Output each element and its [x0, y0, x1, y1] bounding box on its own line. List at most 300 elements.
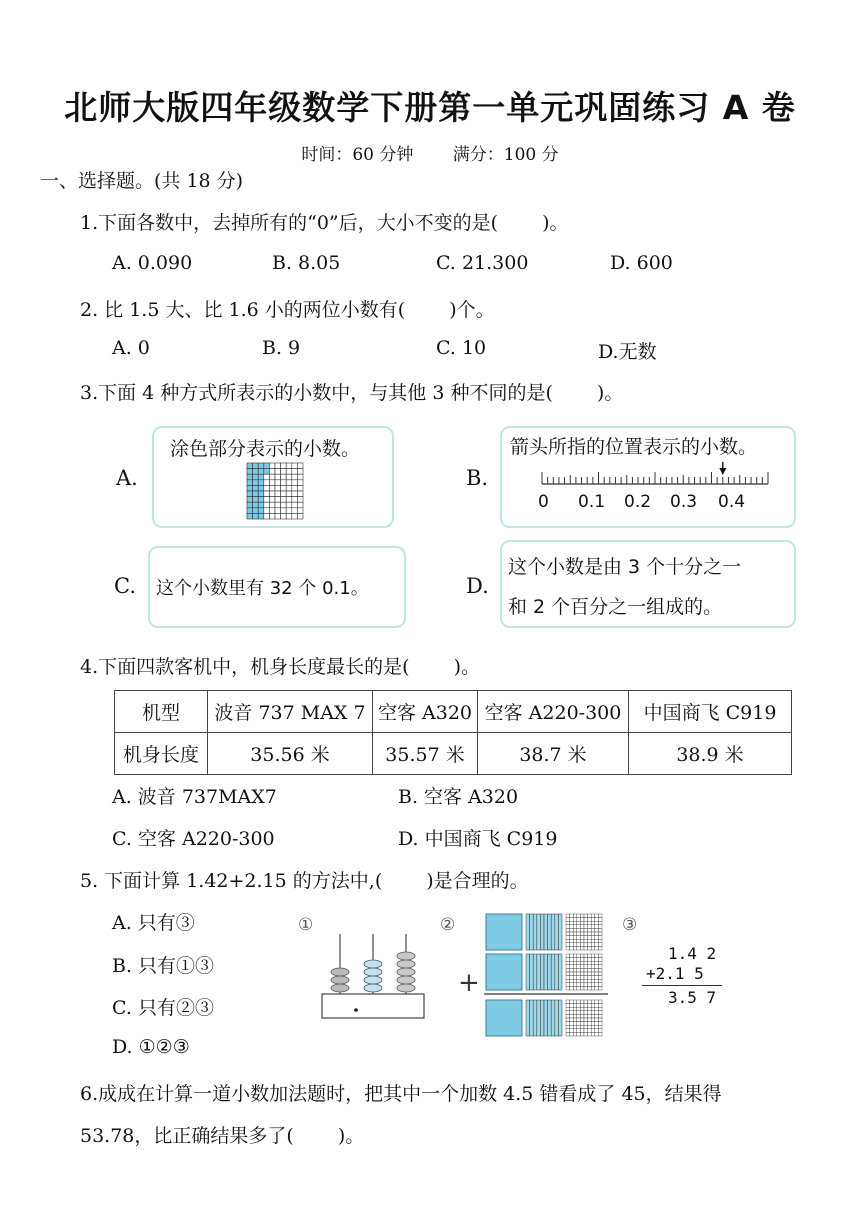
hundredths-cell — [570, 1018, 574, 1022]
hundredths-cell — [595, 954, 599, 958]
q4-option-d: D. 中国商飞 C919 — [398, 828, 558, 850]
hundredths-cell — [577, 972, 581, 976]
hundredths-cell — [573, 936, 577, 940]
hundredths-cell — [591, 936, 595, 940]
hundredths-cell — [577, 1011, 581, 1015]
hundredths-cell — [584, 983, 588, 987]
grid-cell — [269, 508, 275, 514]
grid-cell — [275, 463, 281, 469]
hundredths-cell — [577, 921, 581, 925]
hundredths-cell — [573, 1011, 577, 1015]
hundredths-cell — [566, 1007, 570, 1011]
method-3-label: ③ — [622, 915, 638, 935]
tenths-strip — [526, 1000, 530, 1036]
grid-cell — [253, 485, 259, 491]
card-c — [148, 546, 406, 628]
q1-option-d: D. 600 — [610, 252, 673, 274]
hundredths-cell — [577, 1022, 581, 1026]
question-4-stem: 4.下面四款客机中，机身长度最长的是( )。 — [80, 656, 480, 678]
hundredths-cell — [570, 1004, 574, 1008]
header-a320: 空客 A320 — [373, 691, 478, 733]
hundredths-cell — [570, 979, 574, 983]
grid-cell — [253, 491, 259, 497]
hundredths-cell — [566, 976, 570, 980]
q5-option-a: A. 只有③ — [112, 912, 195, 934]
hundredths-cell — [580, 1004, 584, 1008]
hundredths-cell — [588, 1014, 592, 1018]
question-2-stem: 2. 比 1.5 大、比 1.6 小的两位小数有( )个。 — [80, 299, 495, 321]
tick-0: 0 — [538, 492, 549, 512]
hundredths-cell — [588, 1022, 592, 1026]
card-b-text: 箭头所指的位置表示的小数。 — [510, 436, 758, 458]
grid-cell — [258, 491, 264, 497]
hundredths-cell — [570, 918, 574, 922]
length-a320: 35.57 米 — [373, 733, 478, 775]
grid-cell — [281, 513, 287, 519]
hundredths-cell — [588, 972, 592, 976]
hundredths-cell — [577, 925, 581, 929]
hundredths-cell — [573, 972, 577, 976]
vertical-line-3: 3.5 7 — [668, 988, 717, 1007]
hundredths-cell — [595, 932, 599, 936]
hundredths-cell — [591, 976, 595, 980]
hundredths-cell — [584, 918, 588, 922]
grid-cell — [281, 497, 287, 503]
hundredths-cell — [588, 986, 592, 990]
grid-cell — [275, 480, 281, 486]
grid-cell — [275, 485, 281, 491]
hundredths-cell — [584, 1022, 588, 1026]
hundredths-cell — [598, 958, 602, 962]
hundredths-cell — [595, 914, 599, 918]
grid-cell — [247, 469, 253, 475]
hundredths-cell — [580, 943, 584, 947]
hundredths-cell — [591, 1004, 595, 1008]
hundredths-cell — [595, 925, 599, 929]
hundredths-cell — [566, 1004, 570, 1008]
hundredths-cell — [566, 943, 570, 947]
hundredths-cell — [591, 983, 595, 987]
grid-cell — [258, 497, 264, 503]
row-label: 机身长度 — [115, 733, 208, 775]
hundredths-cell — [580, 979, 584, 983]
hundredths-cell — [598, 943, 602, 947]
hundredths-cell — [588, 983, 592, 987]
hundredths-cell — [584, 1014, 588, 1018]
grid-cell — [275, 491, 281, 497]
hundredths-cell — [588, 943, 592, 947]
hundredths-cell — [577, 928, 581, 932]
grid-cell — [247, 508, 253, 514]
grid-cell — [297, 491, 303, 497]
table-row — [115, 733, 792, 775]
hundredths-cell — [580, 983, 584, 987]
tick-0-1: 0.1 — [578, 492, 606, 512]
question-6-line2: 53.78，比正确结果多了( )。 — [80, 1125, 365, 1147]
grid-cell — [275, 497, 281, 503]
hundredths-cell — [566, 1014, 570, 1018]
hundredths-cell — [595, 965, 599, 969]
tick-0-2: 0.2 — [624, 492, 652, 512]
hundredths-cell — [566, 979, 570, 983]
grid-cell — [297, 474, 303, 480]
grid-cell — [269, 502, 275, 508]
grid-cell — [253, 508, 259, 514]
hundredths-cell — [595, 1004, 599, 1008]
hundredths-cell — [570, 986, 574, 990]
abacus-bead — [397, 976, 415, 984]
hundredths-cell — [595, 983, 599, 987]
question-5-stem: 5. 下面计算 1.42+2.15 的方法中,( )是合理的。 — [80, 870, 529, 892]
exam-info: 时间：60 分钟 满分：100 分 — [301, 145, 559, 165]
hundredths-cell — [584, 943, 588, 947]
hundredths-cell — [577, 918, 581, 922]
grid-cell — [269, 469, 275, 475]
hundredths-cell — [577, 943, 581, 947]
grid-cell — [247, 463, 253, 469]
hundredths-cell — [573, 1014, 577, 1018]
q1-option-a: A. 0.090 — [112, 252, 193, 274]
hundredths-cell — [598, 972, 602, 976]
hundredths-cell — [584, 1007, 588, 1011]
hundredths-cell — [566, 1029, 570, 1033]
hundredths-cell — [570, 1007, 574, 1011]
hundredths-cell — [577, 1025, 581, 1029]
abacus-illustration — [318, 930, 428, 1022]
hundredths-cell — [570, 928, 574, 932]
hundredths-cell — [591, 1007, 595, 1011]
tick-0-4: 0.4 — [718, 492, 746, 512]
hundredths-cell — [570, 936, 574, 940]
tenths-strip — [551, 1000, 555, 1036]
hundredths-cell — [598, 986, 602, 990]
header-c919: 中国商飞 C919 — [629, 691, 792, 733]
hundredths-cell — [584, 921, 588, 925]
hundredths-cell — [588, 958, 592, 962]
hundredths-cell — [588, 968, 592, 972]
grid-cell — [247, 485, 253, 491]
grid-cell — [297, 497, 303, 503]
grid-cell — [286, 491, 292, 497]
tenths-strip — [526, 954, 530, 990]
hundredths-cell — [573, 1004, 577, 1008]
tenths-strip — [551, 914, 555, 950]
hundredths-cell — [595, 918, 599, 922]
header-a220: 空客 A220-300 — [478, 691, 629, 733]
grid-cell — [292, 480, 298, 486]
hundredths-cell — [573, 968, 577, 972]
hundredths-cell — [595, 1022, 599, 1026]
hundredths-cell — [595, 968, 599, 972]
hundredths-cell — [573, 946, 577, 950]
tenths-strip — [555, 1000, 559, 1036]
q5-option-d: D. ①②③ — [112, 1036, 190, 1058]
hundredths-cell — [577, 1018, 581, 1022]
hundredths-cell — [580, 936, 584, 940]
q2-option-c: C. 10 — [436, 337, 487, 359]
hundredths-cell — [580, 1029, 584, 1033]
grid-cell — [269, 485, 275, 491]
grid-cell — [286, 474, 292, 480]
hundredths-cell — [598, 925, 602, 929]
tenths-strip — [540, 954, 544, 990]
hundredths-cell — [584, 1029, 588, 1033]
hundredths-cell — [591, 1032, 595, 1036]
hundredths-cell — [570, 1032, 574, 1036]
tenths-strip — [540, 1000, 544, 1036]
question-6-line1: 6.成成在计算一道小数加法题时，把其中一个加数 4.5 错看成了 45，结果得 — [80, 1083, 722, 1105]
grid-cell — [292, 463, 298, 469]
hundredths-cell — [584, 1004, 588, 1008]
hundredths-cell — [598, 932, 602, 936]
grid-cell — [286, 508, 292, 514]
hundredths-cell — [580, 1000, 584, 1004]
tenths-strip — [544, 1000, 548, 1036]
grid-cell — [286, 463, 292, 469]
hundredths-cell — [588, 939, 592, 943]
q2-option-b: B. 9 — [262, 337, 301, 359]
card-b — [500, 426, 796, 528]
hundredths-cell — [580, 1018, 584, 1022]
ones-block — [486, 1000, 522, 1036]
grid-cell — [292, 491, 298, 497]
vertical-line-2: +2.1 5 — [646, 964, 704, 983]
hundredths-cell — [584, 936, 588, 940]
hundredths-cell — [588, 1007, 592, 1011]
hundredths-cell — [598, 983, 602, 987]
hundredths-cell — [584, 979, 588, 983]
card-c-letter: C. — [114, 574, 136, 598]
grid-cell — [264, 474, 270, 480]
card-a-text: 涂色部分表示的小数。 — [170, 438, 361, 460]
hundredths-cell — [577, 1007, 581, 1011]
hundredths-cell — [584, 961, 588, 965]
hundredths-cell — [570, 1014, 574, 1018]
hundredths-cell — [570, 921, 574, 925]
hundredths-cell — [580, 914, 584, 918]
hundredths-cell — [566, 914, 570, 918]
grid-cell — [264, 508, 270, 514]
card-a-letter: A. — [116, 466, 138, 490]
hundredths-cell — [577, 1004, 581, 1008]
hundredths-cell — [588, 1018, 592, 1022]
hundredths-cell — [588, 928, 592, 932]
hundredths-cell — [584, 914, 588, 918]
card-d — [500, 540, 796, 628]
hundredths-cell — [566, 928, 570, 932]
grid-cell — [264, 469, 270, 475]
abacus-bead — [331, 976, 349, 984]
hundredths-cell — [580, 965, 584, 969]
grid-cell — [264, 502, 270, 508]
grid-cell — [297, 513, 303, 519]
decimal-blocks-illustration — [484, 912, 608, 1044]
hundredths-cell — [598, 1004, 602, 1008]
hundredths-cell — [580, 1025, 584, 1029]
hundredths-cell — [573, 925, 577, 929]
hundredths-cell — [570, 1025, 574, 1029]
hundredths-cell — [566, 983, 570, 987]
tenths-strip — [551, 954, 555, 990]
grid-cell — [275, 508, 281, 514]
hundredths-cell — [577, 939, 581, 943]
grid-cell — [286, 502, 292, 508]
grid-cell — [275, 502, 281, 508]
header-model: 机型 — [115, 691, 208, 733]
tenths-strip — [537, 1000, 541, 1036]
hundredths-cell — [591, 928, 595, 932]
hundredths-cell — [591, 925, 595, 929]
tenths-strip — [548, 914, 552, 950]
hundredths-cell — [570, 946, 574, 950]
grid-cell — [286, 497, 292, 503]
q1-option-c: C. 21.300 — [436, 252, 529, 274]
hundredths-cell — [580, 954, 584, 958]
hundredths-cell — [598, 1007, 602, 1011]
hundredths-cell — [577, 976, 581, 980]
hundredths-cell — [573, 976, 577, 980]
hundredths-cell — [591, 1018, 595, 1022]
hundredths-cell — [584, 939, 588, 943]
abacus-bead — [397, 960, 415, 968]
q4-option-b: B. 空客 A320 — [398, 786, 519, 808]
hundredths-cell — [595, 961, 599, 965]
hundredths-cell — [598, 914, 602, 918]
hundredths-cell — [573, 928, 577, 932]
hundredths-cell — [591, 1011, 595, 1015]
hundredths-cell — [595, 928, 599, 932]
hundredths-cell — [573, 914, 577, 918]
hundredths-cell — [591, 1000, 595, 1004]
grid-cell — [258, 463, 264, 469]
hundredths-cell — [573, 1032, 577, 1036]
hundredths-cell — [580, 1011, 584, 1015]
hundredths-cell — [598, 976, 602, 980]
grid-cell — [253, 513, 259, 519]
hundredths-cell — [584, 928, 588, 932]
hundredths-cell — [577, 936, 581, 940]
hundredths-cell — [573, 1018, 577, 1022]
hundredths-cell — [595, 946, 599, 950]
hundredths-cell — [598, 1000, 602, 1004]
grid-cell — [247, 502, 253, 508]
hundredths-cell — [573, 965, 577, 969]
hundredths-cell — [573, 979, 577, 983]
hundredths-cell — [577, 914, 581, 918]
hundredths-cell — [591, 918, 595, 922]
question-1-stem: 1.下面各数中，去掉所有的“0”后，大小不变的是( )。 — [80, 212, 569, 234]
hundredths-cell — [584, 946, 588, 950]
card-d-text-line2: 和 2 个百分之一组成的。 — [508, 596, 723, 618]
grid-cell — [258, 513, 264, 519]
hundredths-cell — [598, 1032, 602, 1036]
tenths-strip — [537, 954, 541, 990]
hundredths-cell — [595, 1007, 599, 1011]
hundredths-cell — [591, 1025, 595, 1029]
grid-cell — [247, 497, 253, 503]
grid-cell — [292, 497, 298, 503]
tenths-strip — [530, 1000, 534, 1036]
hundredths-cell — [598, 928, 602, 932]
tenths-strip — [530, 914, 534, 950]
hundredths-cell — [580, 946, 584, 950]
hundredths-cell — [573, 986, 577, 990]
tenths-strip — [526, 914, 530, 950]
hundredths-cell — [573, 1022, 577, 1026]
hundredths-cell — [577, 961, 581, 965]
hundredths-cell — [573, 954, 577, 958]
hundredths-cell — [584, 1032, 588, 1036]
hundredths-cell — [577, 958, 581, 962]
length-737: 35.56 米 — [208, 733, 373, 775]
grid-cell — [258, 474, 264, 480]
hundredths-cell — [598, 965, 602, 969]
hundredths-cell — [595, 1029, 599, 1033]
hundredths-cell — [591, 979, 595, 983]
hundredths-cell — [598, 1014, 602, 1018]
tenths-strip — [555, 914, 559, 950]
hundredths-cell — [591, 939, 595, 943]
grid-cell — [297, 469, 303, 475]
grid-cell — [247, 491, 253, 497]
q1-option-b: B. 8.05 — [272, 252, 341, 274]
hundredths-cell — [580, 925, 584, 929]
hundredths-cell — [580, 961, 584, 965]
grid-cell — [281, 480, 287, 486]
abacus-bead — [364, 984, 382, 992]
grid-cell — [264, 480, 270, 486]
hundredths-cell — [584, 958, 588, 962]
length-a220: 38.7 米 — [478, 733, 629, 775]
hundredths-cell — [580, 932, 584, 936]
hundredths-cell — [570, 965, 574, 969]
hundredths-cell — [570, 954, 574, 958]
hundredths-cell — [584, 954, 588, 958]
abacus-decimal-point — [354, 1008, 358, 1012]
table-header-row — [115, 691, 792, 733]
hundredths-cell — [580, 1032, 584, 1036]
grid-cell — [275, 513, 281, 519]
hundredths-cell — [577, 968, 581, 972]
hundredths-cell — [584, 925, 588, 929]
length-c919: 38.9 米 — [629, 733, 792, 775]
hundredths-cell — [566, 1022, 570, 1026]
hundredths-cell — [595, 1014, 599, 1018]
q2-option-a: A. 0 — [112, 337, 150, 359]
hundredths-cell — [566, 1000, 570, 1004]
hundredths-cell — [566, 936, 570, 940]
hundredths-cell — [584, 1000, 588, 1004]
grid-cell — [247, 480, 253, 486]
grid-cell — [253, 480, 259, 486]
grid-cell — [264, 463, 270, 469]
hundredths-cell — [591, 921, 595, 925]
hundredths-cell — [591, 1029, 595, 1033]
hundredths-cell — [566, 958, 570, 962]
ones-block — [486, 914, 522, 950]
tenths-strip — [558, 954, 562, 990]
hundredths-cell — [566, 1032, 570, 1036]
grid-cell — [247, 513, 253, 519]
hundredths-cell — [580, 921, 584, 925]
grid-cell — [292, 474, 298, 480]
hundredths-cell — [588, 1000, 592, 1004]
hundredths-cell — [598, 1011, 602, 1015]
hundredths-cell — [566, 954, 570, 958]
grid-cell — [258, 502, 264, 508]
hundredths-cell — [566, 918, 570, 922]
hundredths-cell — [570, 1029, 574, 1033]
